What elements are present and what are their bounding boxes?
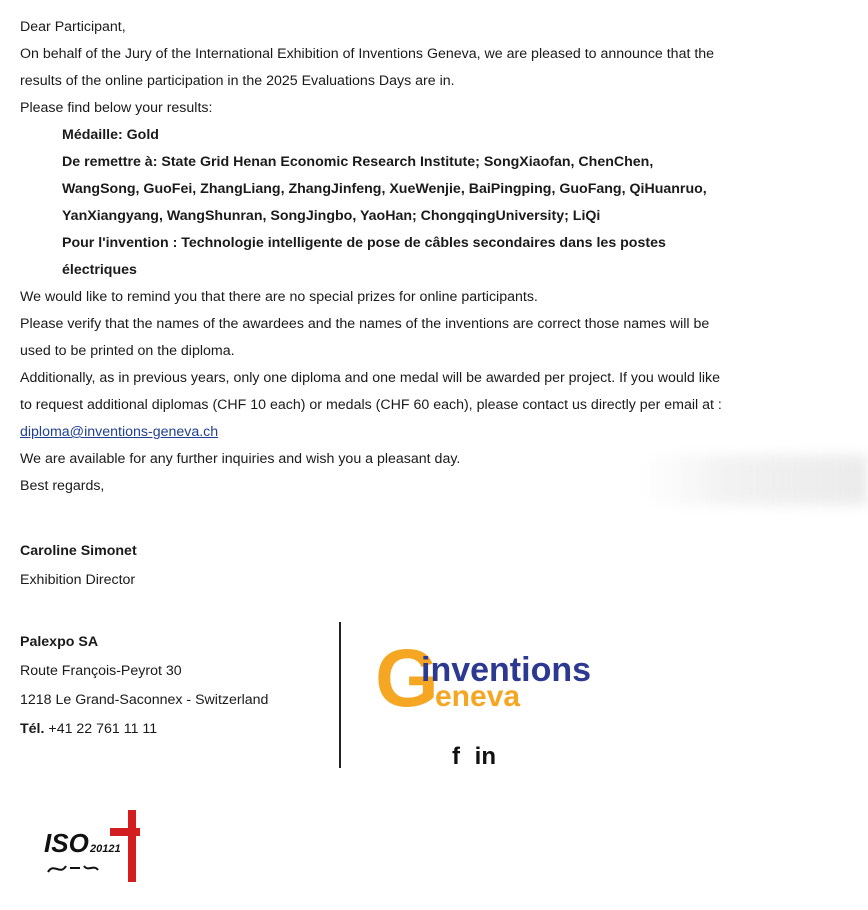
iso-signature-scribble bbox=[48, 866, 98, 872]
intro-line-1: On behalf of the Jury of the International Exhibition of Inventions Geneva, we are pleased to announce that the bbox=[20, 46, 715, 62]
medal-label: Médaille bbox=[62, 127, 118, 143]
invention-line-2: électriques bbox=[62, 262, 137, 278]
sign-off: Best regards, bbox=[20, 478, 105, 494]
telephone-number: +41 22 761 11 11 bbox=[48, 721, 158, 737]
additional-line-1: Additionally, as in previous years, only one diploma and one medal will be awarded per project. If you would like bbox=[20, 370, 721, 386]
closing-line: We are available for any further inquiries and wish you a pleasant day. bbox=[20, 451, 461, 467]
awardees-line-1 bbox=[62, 149, 850, 176]
logo-geneva-text: eneva bbox=[435, 680, 521, 713]
vertical-divider bbox=[339, 622, 341, 768]
logo-letter-g: G bbox=[375, 633, 439, 718]
verify-line-2: used to be printed on the diploma. bbox=[20, 343, 235, 359]
contact-email-link[interactable]: diploma@inventions-geneva.ch bbox=[20, 424, 219, 440]
intro-line-2: results of the online participation in the 2025 Evaluations Days are in. bbox=[20, 73, 455, 89]
awardees-line-3: YanXiangyang, WangShunran, SongJingbo, YaoHan; ChongqingUniversity; LiQi bbox=[62, 208, 601, 224]
inventions-geneva-logo bbox=[375, 628, 595, 718]
reminder: We would like to remind you that there are no special prizes for online participants. bbox=[20, 289, 538, 305]
telephone-label: Tél. bbox=[20, 721, 45, 737]
linkedin-icon[interactable]: in bbox=[474, 743, 496, 770]
facebook-icon[interactable]: f bbox=[452, 743, 460, 770]
company-address bbox=[20, 628, 268, 744]
additional-line-2: to request additional diplomas (CHF 10 each) or medals (CHF 60 each), please contact us directly per email at : bbox=[20, 397, 722, 413]
contact-email-line bbox=[20, 419, 850, 446]
signature-title: Exhibition Director bbox=[20, 572, 136, 588]
medal-line bbox=[62, 122, 850, 149]
awardees-line-2: WangSong, GuoFei, ZhangLiang, ZhangJinfeng, XueWenjie, BaiPingping, GuoFang, QiHuanruo, bbox=[62, 181, 707, 197]
invention-value-1: : Technologie intelligente de pose de câbles secondaires dans les postes bbox=[168, 235, 666, 251]
telephone bbox=[20, 715, 268, 744]
iso-number: 20121 bbox=[90, 843, 121, 855]
signature-name: Caroline Simonet bbox=[20, 543, 137, 559]
street-address: Route François-Peyrot 30 bbox=[20, 663, 182, 679]
company-name: Palexpo SA bbox=[20, 634, 99, 650]
invention-label: Pour l'invention bbox=[62, 235, 169, 251]
results-block bbox=[20, 122, 850, 284]
results-intro: Please find below your results: bbox=[20, 100, 213, 116]
logo-inventions-text: inventions bbox=[421, 651, 592, 689]
city-address: 1218 Le Grand-Saconnex - Switzerland bbox=[20, 692, 269, 708]
iso-20121-logo bbox=[40, 806, 140, 886]
medal-value: : Gold bbox=[117, 127, 159, 143]
email-body bbox=[20, 14, 850, 500]
awardees-value-1: : State Grid Henan Economic Research Institute; SongXiaofan, ChenChen, bbox=[152, 154, 654, 170]
greeting: Dear Participant, bbox=[20, 19, 126, 35]
social-links bbox=[452, 740, 504, 774]
verify-line-1: Please verify that the names of the awardees and the names of the inventions are correct those names will be bbox=[20, 316, 710, 332]
awardees-label: De remettre à bbox=[62, 154, 153, 170]
invention-line-1 bbox=[62, 230, 850, 257]
iso-text: ISO bbox=[44, 828, 89, 858]
